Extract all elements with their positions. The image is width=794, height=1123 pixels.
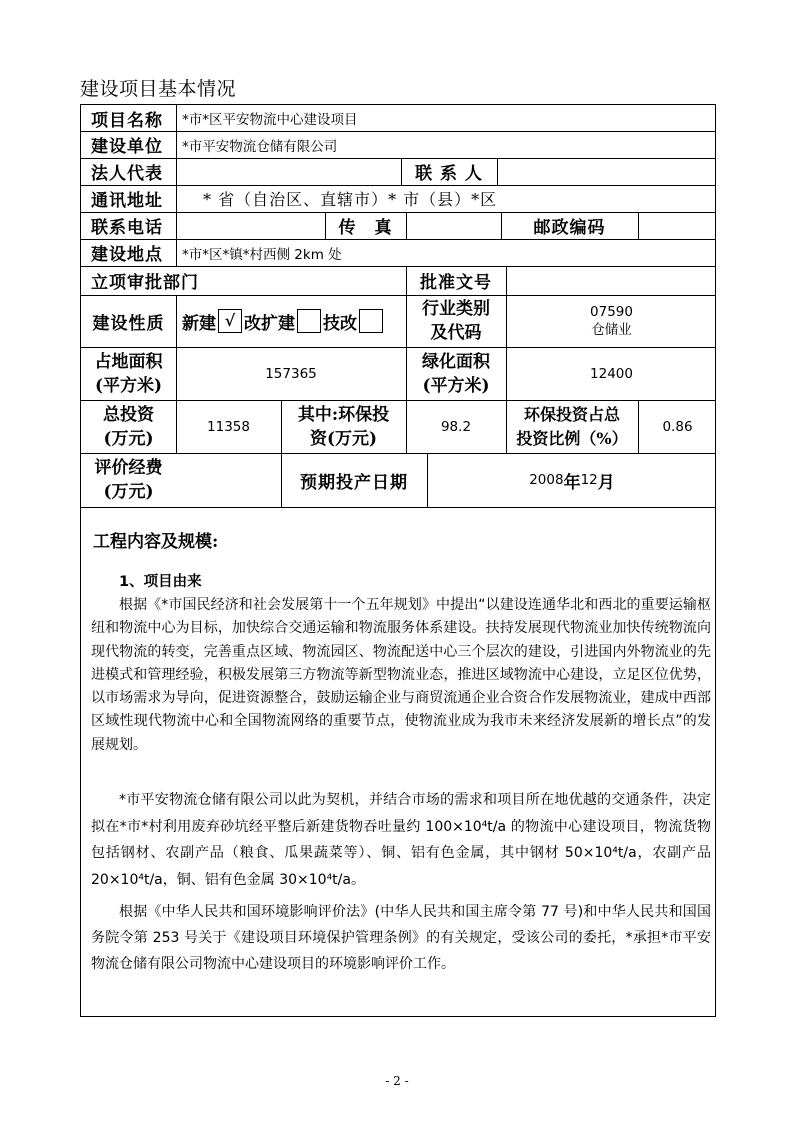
phone-label: 联系电话 [91,218,163,238]
nature-label: 建设性质 [92,313,165,334]
industry-code: 07590 [590,304,633,320]
paragraph-3: 根据《中华人民共和国环境影响评价法》(中华人民共和国主席令第 77 号)和中华人民共和国国务院令第 253 号关于《建设项目环境保护管理条例》的有关规定，受该公司的委托，*承担*市平安物流仓储有限公司物流中心建设项目的环境影响评价工作。 [91,904,711,972]
land-area-label [81,347,176,400]
production-year-unit: 年 [563,472,581,493]
env-invest-label-line2: 资(万元) [309,428,378,449]
project-name-value: *市*区平安物流中心建设项目 [182,112,358,128]
env-invest-value: 98.2 [440,418,472,435]
land-area-value: 157365 [265,365,317,382]
legal-rep-value [182,158,397,185]
eval-fee-label-line1: 评价经费 [94,458,163,478]
legal-rep-label: 法人代表 [91,164,163,184]
env-ratio-value: 0.86 [662,418,693,435]
total-invest-value: 11358 [207,418,250,435]
green-area-label-line2: (平方米) [422,375,490,396]
nature-new-label: 新建 [182,313,216,334]
env-invest-label-line1: 其中:环保投 [297,404,390,425]
postcode-label: 邮政编码 [533,218,606,238]
address-value: * 省（自治区、直辖市）* 市（县）*区 [203,190,498,209]
contact-value [503,158,703,185]
build-unit-label: 建设单位 [91,137,163,157]
industry-label-line2: 及代码 [430,323,482,343]
location-label: 建设地点 [91,245,163,265]
fax-value [411,212,499,239]
nature-options [182,295,404,347]
industry-value [506,295,717,347]
green-area-value: 12400 [590,365,633,382]
subsection-title: 1、项目由来 [119,574,202,590]
nature-tech-checkbox[interactable] [359,309,383,333]
production-year: 2008 [529,472,564,488]
total-invest-label-line2: (万元) [103,428,154,449]
build-unit-value: *市平安物流仓储有限公司 [182,138,338,155]
land-area-label-line2: (平方米) [94,375,163,396]
production-month-unit: 月 [597,472,615,493]
location-value: *市*区*镇*村西侧 2km 处 [182,246,342,263]
section-title: 工程内容及规模: [93,532,219,552]
env-ratio-label-line1: 环保投资占总 [523,404,620,424]
postcode-value [643,212,713,239]
env-ratio-label [506,400,638,453]
env-ratio-label-line2: 投资比例（%） [516,428,628,448]
land-area-label-line1: 占地面积 [94,351,163,372]
nature-tech-label: 技改 [323,313,357,334]
address-label: 通讯地址 [91,191,163,211]
industry-label-line1: 行业类别 [422,299,490,319]
total-invest-label [81,400,176,453]
total-invest-label-line1: 总投资 [103,404,154,425]
contact-label: 联 系 人 [415,164,483,184]
production-date-label: 预期投产日期 [300,472,408,493]
green-area-label-line1: 绿化面积 [422,351,490,372]
eval-fee-value [176,453,281,507]
env-invest-label [281,400,406,453]
nature-expand-checkbox[interactable] [297,309,321,333]
project-info-table [80,104,716,1017]
production-month: 12 [580,472,598,488]
project-name-label: 项目名称 [91,110,163,131]
approval-dept-label: 立项审批部门 [91,273,199,293]
eval-fee-label [81,453,176,507]
approval-doc-value [511,266,711,295]
approval-doc-label: 批准文号 [420,273,492,293]
page-number: - 2 - [385,1074,409,1088]
industry-name: 仓储业 [591,322,632,338]
phone-value [182,212,322,239]
paragraph-2: *市平安物流仓储有限公司以此为契机，并结合市场的需求和项目所在地优越的交通条件，决定拟在*市*村利用废弃砂坑经平整后新建货物吞吐量约 100×10⁴t/a 的物流中心建设项目，物流货物包括钢材、农副产品（粮食、瓜果蔬菜等）、铜、铝有色金属，其中钢材 50×10⁴t/a，农副产品 20×10⁴t/a，铜、铝有色金属 30×10⁴t/a。 [91,792,711,888]
nature-expand-label: 改扩建 [244,313,295,334]
page-title: 建设项目基本情况 [80,78,237,100]
industry-label [406,295,506,347]
green-area-label [406,347,506,400]
nature-new-checkbox[interactable]: √ [218,309,242,333]
paragraph-1: 根据《*市国民经济和社会发展第十一个五年规划》中提出“以建设连通华北和西北的重要运输枢纽和物流中心为目标，加快综合交通运输和物流服务体系建设。扶持发展现代物流业加快传统物流向现代物流的转变，完善重点区域、物流园区、物流配送中心三个层次的建设，引进国内外物流业的先进模式和管理经验，积极发展第三方物流等新型物流业态，推进区域物流中心建设，立足区位优势，以市场需求为导向，促进资源整合，鼓励运输企业与商贸流通企业合资合作发展物流业，建成中西部区域性现代物流中心和全国物流网络的重要节点，使物流业成为我市未来经济发展新的增长点”的发展规划。 [91,597,711,753]
fax-label: 传 真 [338,218,393,238]
production-date-value [427,453,717,507]
eval-fee-label-line2: (万元) [103,482,154,502]
